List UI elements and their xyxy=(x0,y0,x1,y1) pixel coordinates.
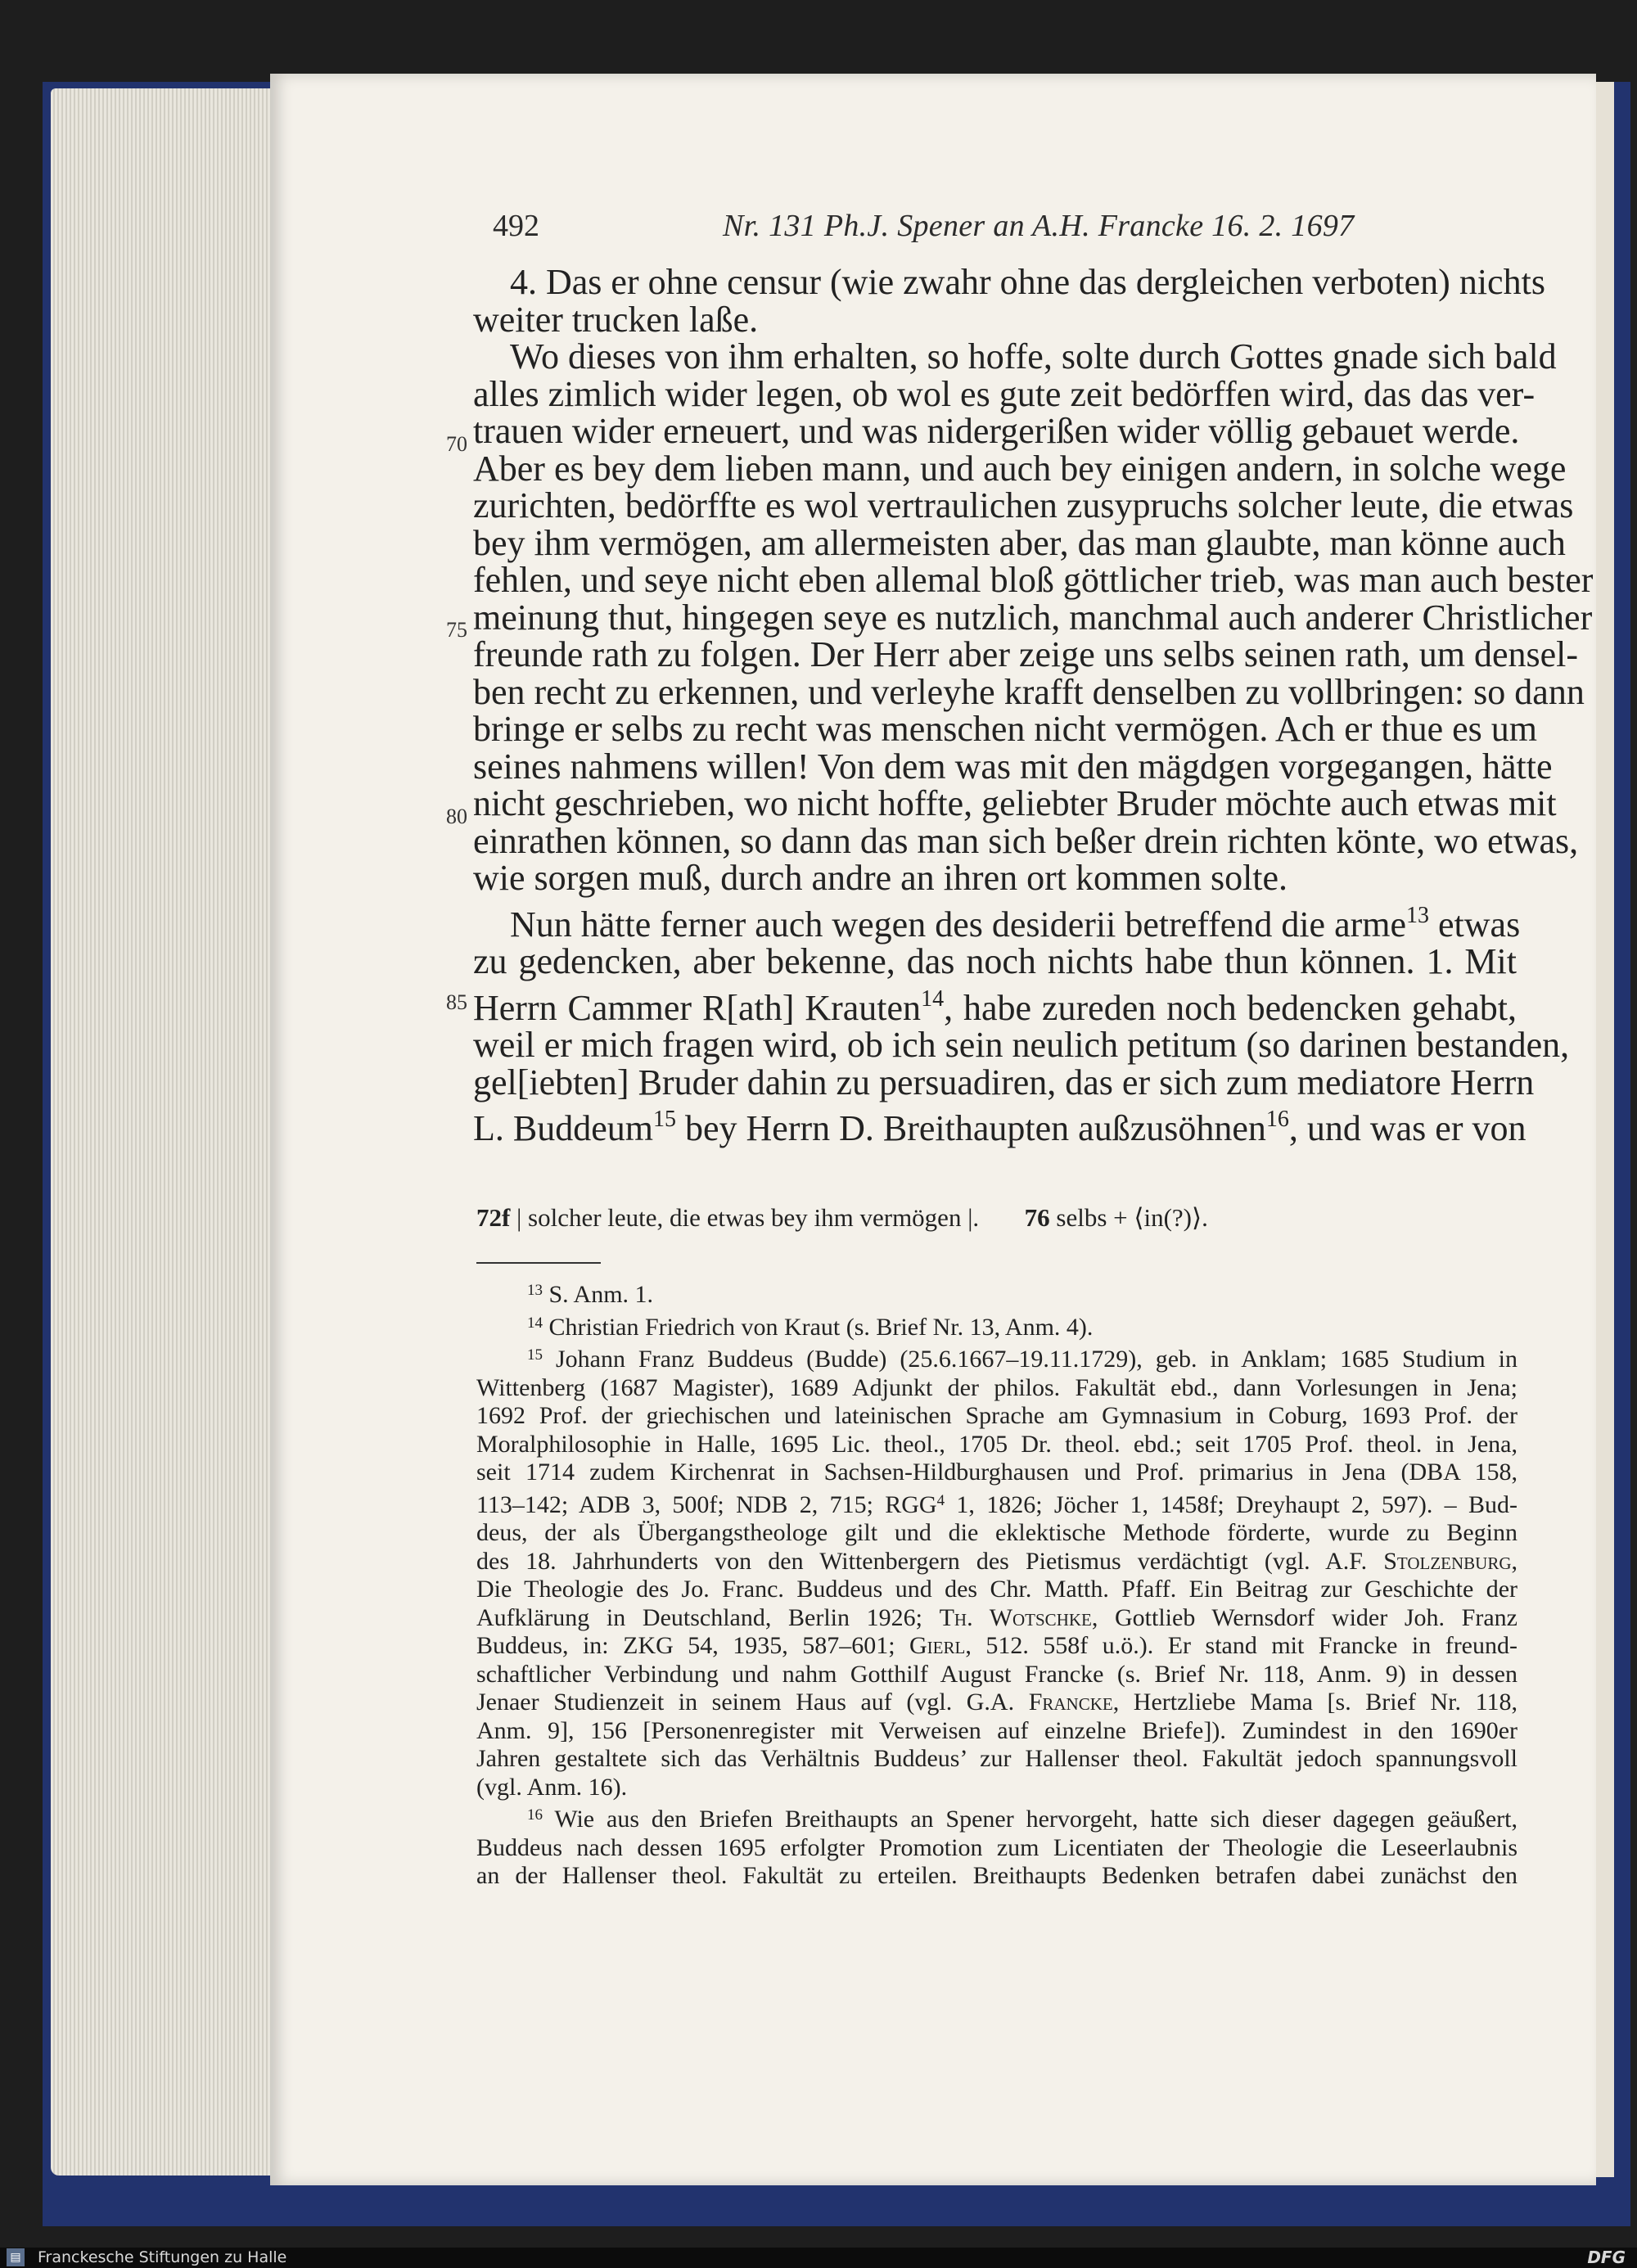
body-line xyxy=(473,897,1521,945)
body-line: gel[iebten] Bruder dahin zu persuadiren, das er sich zum mediatore Herrn xyxy=(473,1062,1535,1102)
body-line: fehlen, und seye nicht eben allemal bloß göttlicher trieb, was man auch bester xyxy=(473,560,1594,600)
body-text-span: bey Herrn D. Breithaupten außzusöhnen xyxy=(675,1108,1266,1148)
body-line: weil er mich fragen wird, ob ich sein neulich petitum (so darinen bestanden, xyxy=(473,1025,1570,1065)
body-line: zu gedencken, aber bekenne, das noch nichts habe thun können. 1. Mit xyxy=(473,941,1517,981)
footnote-text: , Hertzliebe Mama [s. Brief Nr. 118, xyxy=(1112,1689,1517,1716)
body-line: bey ihm vermögen, am allermeisten aber, das man glaubte, man könne auch xyxy=(473,522,1566,563)
footnote-ref[interactable]: 15 xyxy=(652,1107,676,1132)
author-name: Gierl xyxy=(909,1632,966,1659)
footnote-rule xyxy=(476,1262,601,1264)
line-number: 85 xyxy=(446,990,467,1014)
body-line xyxy=(473,1101,1527,1148)
body-line: meinung thut, hingegen seye es nutzlich, manchmal auch anderer Christlicher xyxy=(473,597,1593,638)
body-line xyxy=(473,981,1517,1027)
footnote-number: 13 xyxy=(527,1282,543,1299)
footnote-text: , xyxy=(1511,1547,1517,1575)
footnote-number: 15 xyxy=(527,1346,543,1364)
page-number: 492 xyxy=(493,209,539,243)
footnote-16 xyxy=(476,1801,1517,1834)
footnote-line: Jahren gestaltete sich das Verhältnis Buddeus’ zur Hallenser theol. Fakultät jedoch spannungsvoll xyxy=(476,1745,1517,1772)
library-name[interactable]: Franckesche Stiftungen zu Halle xyxy=(38,2248,287,2266)
body-line: seines nahmens willen! Von dem was mit den mägdgen vorgegangen, hätte xyxy=(473,746,1553,787)
body-text-span: , und was er von xyxy=(1288,1108,1527,1148)
body-line: einrathen können, so dann das man sich beßer drein richten könte, wo etwas, xyxy=(473,820,1579,861)
body-line: nicht geschrieben, wo nicht hoffte, geliebter Bruder möchte auch etwas mit xyxy=(473,783,1557,823)
footnote-number: 14 xyxy=(527,1314,543,1332)
line-number: 75 xyxy=(446,618,467,642)
body-text-span: etwas xyxy=(1429,904,1521,945)
letter-body xyxy=(473,262,1594,1148)
author-name: Th. Wotschke xyxy=(939,1603,1092,1631)
body-line: 4. Das er ohne censur (wie zwahr ohne das dergleichen verboten) nichts xyxy=(510,262,1545,302)
footnote-line: (vgl. Anm. 16). xyxy=(476,1773,628,1801)
body-line: Aber es bey dem lieben mann, und auch bey einigen andern, in solche wege xyxy=(473,448,1567,489)
body-text-span: , habe zureden noch bedencken gehabt, xyxy=(944,987,1517,1028)
body-line: weiter trucken laße. xyxy=(473,299,759,340)
apparatus-ref: 72f xyxy=(476,1203,511,1232)
footnote-ref[interactable]: 14 xyxy=(921,985,945,1012)
footnote-text: Aufklärung in Deutschland, Berlin 1926; xyxy=(476,1603,940,1631)
footnote-line xyxy=(476,1604,1517,1633)
footnote-ref[interactable]: 13 xyxy=(1406,902,1430,928)
apparatus-text: selbs + ⟨in(?)⟩. xyxy=(1049,1203,1208,1232)
footnote-ref[interactable]: 16 xyxy=(1265,1107,1289,1132)
footnote-line: Anm. 9], 156 [Personenregister mit Verweisen auf einzelne Briefe]). Zumindest in den 1690er xyxy=(476,1716,1517,1744)
footnote-superscript: 4 xyxy=(936,1491,945,1509)
footnote-line xyxy=(476,1487,1517,1520)
footnote-line: Buddeus nach dessen 1695 erfolgter Promotion zum Licentiaten der Theologie die Leseerlaubnis xyxy=(476,1833,1517,1861)
footnote-text: , Gottlieb Wernsdorf wider Joh. Franz xyxy=(1091,1603,1517,1631)
footnote-text: Wie aus den Briefen Breithaupts an Spener hervorgeht, hatte sich dieser dagegen geäußert, xyxy=(543,1806,1517,1833)
footnote-text: Jenaer Studienzeit in seinem Haus auf (vgl. G.A. xyxy=(476,1689,1029,1716)
body-line: bringe er selbs zu recht was menschen nicht vermögen. Ach er thue es um xyxy=(473,709,1538,749)
running-header xyxy=(473,208,1521,249)
footnote-text: , 512. 558f u.ö.). Er stand mit Francke in freund- xyxy=(965,1632,1517,1659)
author-name: Stolzenburg xyxy=(1383,1547,1512,1575)
footnotes xyxy=(476,1277,1517,1891)
footnote-line: schaftlicher Verbindung und nahm Gotthilf August Francke (s. Brief Nr. 118, Anm. 9) in dessen xyxy=(476,1660,1517,1688)
footnote-line: Die Theologie des Jo. Franc. Buddeus und des Chr. Matth. Pfaff. Ein Beitrag zur Geschichte der xyxy=(476,1576,1517,1603)
footnote-line: Moralphilosophie in Halle, 1695 Lic. theol., 1705 Dr. theol. ebd.; seit 1705 Prof. theol. in Jena, xyxy=(476,1430,1517,1458)
body-line: trauen wider erneuert, und was nidergerißen wider völlig gebauet werde. xyxy=(473,411,1520,451)
footnote-14 xyxy=(476,1310,1517,1342)
footnote-number: 16 xyxy=(527,1806,543,1824)
body-line: Wo dieses von ihm erhalten, so hoffe, solte durch Gottes gnade sich bald xyxy=(510,336,1557,376)
line-number: 80 xyxy=(446,805,467,828)
footnote-line xyxy=(476,1548,1517,1576)
footnote-line xyxy=(476,1632,1517,1661)
footnote-line: 1692 Prof. der griechischen und lateinischen Sprache am Gymnasium in Coburg, 1693 Prof. der xyxy=(476,1402,1517,1429)
body-text-span: Nun hätte ferner auch wegen des desiderii betreffend die arme xyxy=(510,904,1407,945)
library-logo-icon: ▤ xyxy=(7,2248,25,2266)
footnote-13 xyxy=(476,1277,1517,1310)
body-text-span: Herrn Cammer R[ath] Krauten xyxy=(473,987,922,1028)
body-line: wie sorgen muß, durch andre an ihren ort kommen solte. xyxy=(473,858,1288,898)
footnote-text: Johann Franz Buddeus (Budde) (25.6.1667–19.11.1729), geb. in Anklam; 1685 Studium in xyxy=(543,1346,1517,1373)
dfg-logo: DFG xyxy=(1587,2248,1626,2267)
critical-apparatus xyxy=(476,1203,1516,1233)
page-edges xyxy=(51,88,278,2176)
apparatus-text: | solcher leute, die etwas bey ihm vermögen |. xyxy=(510,1203,980,1232)
footnote-line: Wittenberg (1687 Magister), 1689 Adjunkt der philos. Fakultät ebd., dann Vorlesungen in Jena; xyxy=(476,1373,1517,1401)
line-number: 70 xyxy=(446,432,467,456)
page-right-edge xyxy=(1596,82,1614,2177)
footnote-text: S. Anm. 1. xyxy=(543,1281,654,1308)
body-line: zurichten, bedörffte es wol vertraulichen zusypruchs solcher leute, die etwas xyxy=(473,485,1574,525)
running-title: Nr. 131 Ph.J. Spener an A.H. Francke 16. 2. 1697 xyxy=(723,209,1355,243)
body-line: ben recht zu erkennen, und verleyhe krafft denselben zu vollbringen: so dann xyxy=(473,671,1585,712)
body-text-span: L. Buddeum xyxy=(473,1108,653,1148)
body-line: freunde rath zu folgen. Der Herr aber zeige uns selbs seinen rath, um densel- xyxy=(473,634,1579,674)
footnote-15 xyxy=(476,1341,1517,1374)
footnote-line: seit 1714 zudem Kirchenrat in Sachsen-Hildburghausen und Prof. primarius in Jena (DBA 158, xyxy=(476,1459,1517,1486)
footnote-line xyxy=(476,1689,1517,1717)
apparatus-ref: 76 xyxy=(1024,1203,1050,1232)
footnote-text: Buddeus, in: ZKG 54, 1935, 587–601; xyxy=(476,1632,910,1659)
footnote-text: 1, 1826; Jöcher 1, 1458f; Dreyhaupt 2, 597). – Bud- xyxy=(945,1490,1517,1518)
footnote-text: Christian Friedrich von Kraut (s. Brief Nr. 13, Anm. 4). xyxy=(543,1313,1094,1341)
footnote-text: 113–142; ADB 3, 500f; NDB 2, 715; RGG xyxy=(476,1490,937,1518)
footnote-line: an der Hallenser theol. Fakultät zu erteilen. Breithaupts Bedenken betrafen dabei zunächst den xyxy=(476,1862,1517,1889)
footnote-line: deus, der als Übergangstheologe gilt und die eklektische Methode förderte, wurde zu Beginn xyxy=(476,1519,1517,1546)
body-line: alles zimlich wider legen, ob wol es gute zeit bedörffen wird, das das ver- xyxy=(473,373,1536,414)
author-name: Francke xyxy=(1028,1689,1113,1716)
footnote-text: des 18. Jahrhunderts von den Wittenbergern des Pietismus verdächtigt (vgl. A.F. xyxy=(476,1547,1384,1575)
